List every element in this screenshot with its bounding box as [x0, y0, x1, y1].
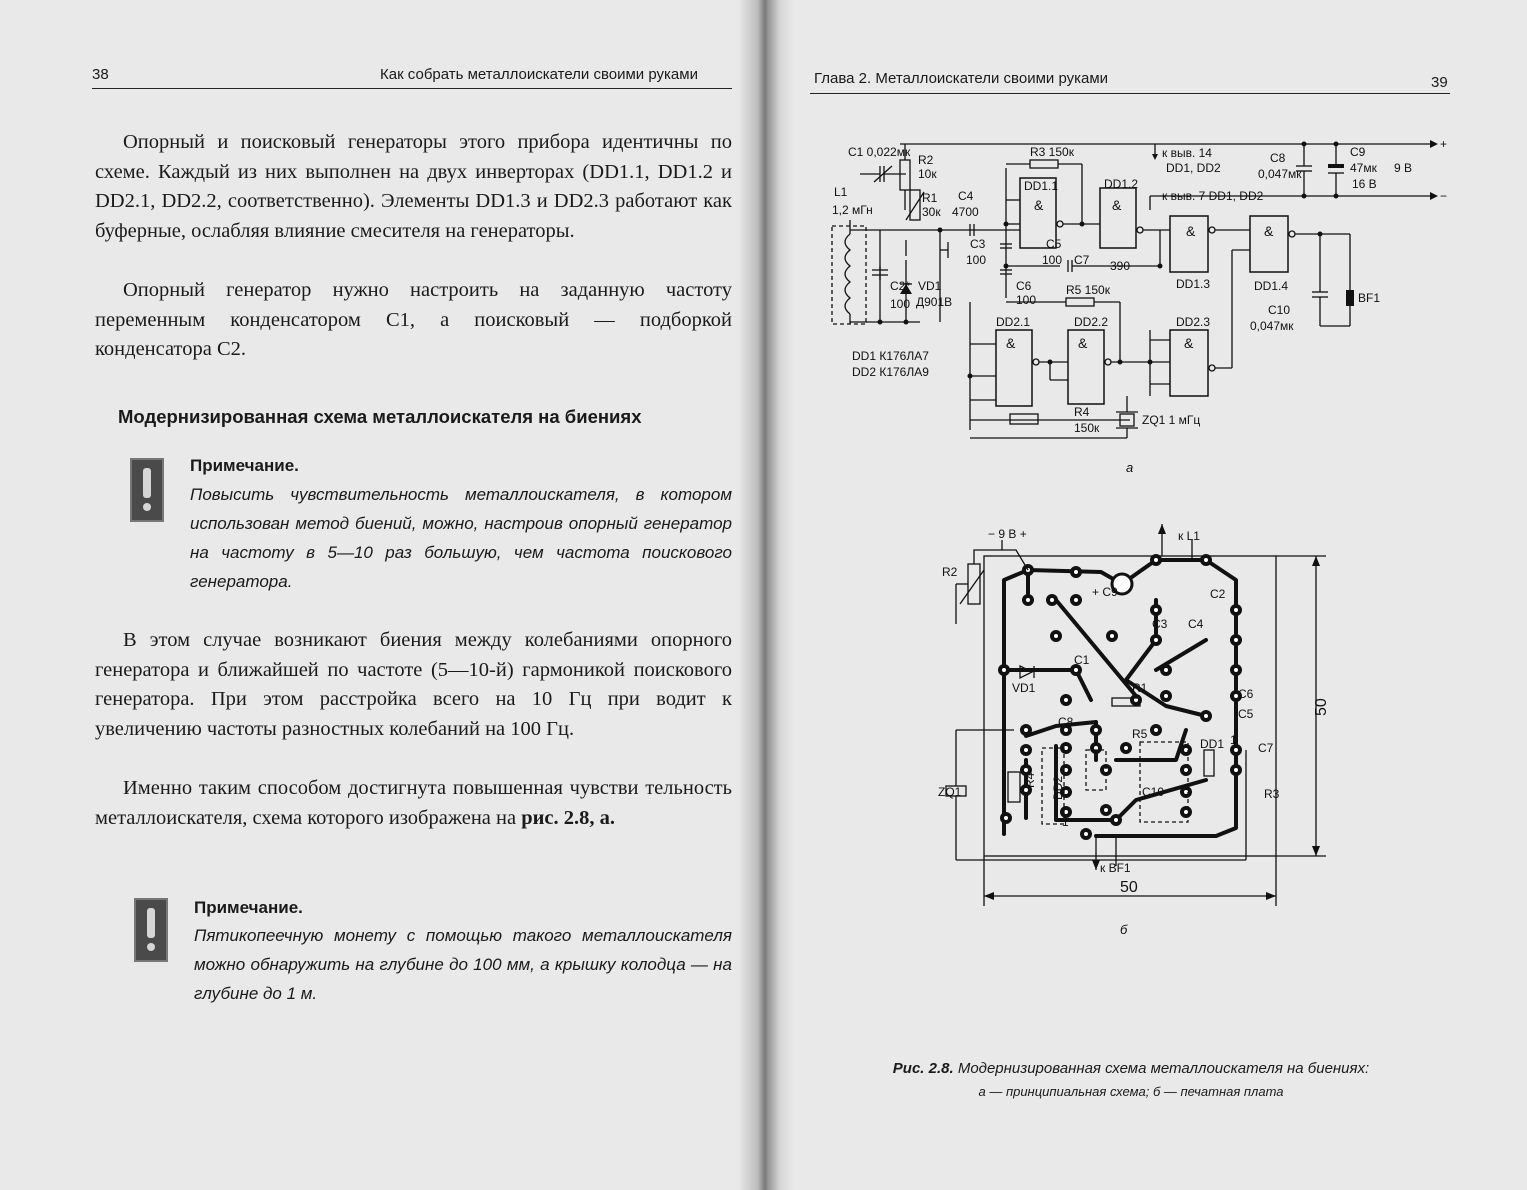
label-ic2: DD2 К176ЛА9 — [852, 365, 929, 379]
label-and: & — [1184, 335, 1194, 351]
label-c5: С5 — [1238, 707, 1254, 721]
label-r5: R5 150к — [1066, 283, 1110, 297]
note-text: Пятикопеечную монету с помощью такого металлоискателя можно обнаружить на глубине до 100 мм, а крышку колодца — на глубине до 1 м. — [194, 926, 732, 1003]
circuit-schematic — [820, 130, 1460, 475]
label-and: & — [1264, 223, 1274, 239]
label-dd1-dd2: DD1, DD2 — [1166, 161, 1221, 175]
label-dim-width: 50 — [1120, 879, 1138, 896]
label-c2: С2 — [1210, 587, 1226, 601]
plus-arrow — [1430, 140, 1438, 148]
caption-title: Модернизированная схема металлоискателя на биениях: — [957, 1060, 1370, 1077]
label-c1: С1 — [1074, 653, 1090, 667]
label-c5: С5 — [1046, 237, 1062, 251]
label-r4-value: 150к — [1074, 421, 1100, 435]
label-r3: R3 150к — [1030, 145, 1074, 159]
label-k7: к выв. 7 DD1, DD2 — [1162, 189, 1264, 203]
label-r4: R4 — [1023, 772, 1037, 788]
label-c9: С9 — [1350, 145, 1366, 159]
label-9v: − 9 В + — [988, 527, 1027, 541]
label-r2-value: 10к — [918, 167, 937, 181]
label-vd1: VD1 — [1012, 681, 1036, 695]
figure-subcaption: а — принципиальная схема; б — печатная плата — [978, 1084, 1284, 1099]
label-dim-height: 50 — [1313, 698, 1330, 716]
label-vd1: VD1 — [918, 279, 942, 293]
r4-body — [1008, 772, 1020, 802]
label-c7: С7 — [1258, 741, 1274, 755]
label-dd11: DD1.1 — [1024, 179, 1059, 193]
label-kbf1: к BF1 — [1100, 861, 1131, 875]
book-spine-gutter — [738, 0, 794, 1190]
schematic-sublabel: а — [1126, 460, 1134, 475]
bf1-body — [1346, 290, 1354, 306]
label-ic1: DD1 К176ЛА7 — [852, 349, 929, 363]
page-number: 38 — [92, 66, 109, 83]
pcb-sublabel: б — [1120, 922, 1128, 937]
l1-coil — [845, 234, 850, 314]
label-zq1: ZQ1 — [938, 785, 962, 799]
label-one: 1 — [1230, 733, 1237, 747]
label-9v: 9 В — [1394, 161, 1413, 175]
label-dd12: DD1.2 — [1104, 177, 1139, 191]
label-kl1: к L1 — [1178, 529, 1200, 543]
label-minus: − — [1440, 189, 1448, 203]
label-c5-value: 100 — [1042, 253, 1063, 267]
note-title: Примечание. — [190, 456, 299, 475]
page-number: 39 — [1431, 74, 1448, 91]
header-rule — [810, 93, 1450, 94]
note-title: Примечание. — [194, 898, 303, 917]
label-c9: + С9 — [1092, 585, 1118, 599]
label-r4: R4 — [1074, 405, 1090, 419]
label-dd14: DD1.4 — [1254, 279, 1289, 293]
running-head: Как собрать металлоискатели своими руками — [380, 66, 698, 83]
label-c7-value: 390 — [1110, 259, 1131, 273]
label-c10: С10 — [1142, 785, 1165, 799]
label-plus: + — [1440, 137, 1448, 151]
label-and: & — [1186, 223, 1196, 239]
label-r1-value: 30к — [922, 205, 941, 219]
r5-body — [1066, 298, 1094, 306]
paragraph-2: Опорный генератор нужно настроить на заданную частоту переменным конденсатором С1, а поисковый — подборкой конденсатора С2. — [95, 279, 732, 360]
label-c4-value: 4700 — [952, 205, 979, 219]
paragraph-4: Именно таким способом достигнута повышенная чувстви тельность металлоискателя, схема которого изображена на рис. 2.8, а. — [95, 777, 732, 829]
label-c6-value: 100 — [1016, 293, 1037, 307]
r2-body — [900, 160, 910, 190]
figure-reference: рис. 2.8, а. — [521, 806, 616, 829]
label-c2-value: 100 — [890, 297, 911, 311]
label-c10: С10 — [1268, 303, 1291, 317]
section-heading: Модернизированная схема металлоискателя на биениях — [118, 406, 642, 427]
warning-icon — [134, 898, 168, 962]
label-c9-value: 47мк — [1350, 161, 1377, 175]
label-c3: С3 — [970, 237, 986, 251]
label-c6: С6 — [1238, 687, 1254, 701]
label-c6: С6 — [1016, 279, 1032, 293]
header-rule — [92, 88, 732, 89]
label-c3: С3 — [1152, 617, 1168, 631]
label-zq1: ZQ1 1 мГц — [1142, 413, 1201, 427]
label-c7: С7 — [1074, 253, 1090, 267]
right-page — [766, 0, 1527, 1190]
note-text: Повысить чувствительность металлоискателя, в котором использован метод биений, можно, настроив опорный генератор на частоту в 5—10 раз большую, чем частота поискового генератора. — [190, 485, 732, 591]
minus-arrow — [1430, 192, 1438, 200]
label-dd13: DD1.3 — [1176, 277, 1211, 291]
r3-body — [1030, 160, 1058, 168]
paragraph-3: В этом случае возникают биения между колебаниями опорного генератора и ближайшей по частоте (5—10-й) гармоникой поискового генератора. При этом расстройка всего на 10 Гц при водит к увеличению частоты разностных колебаний на 100 Гц. — [95, 629, 732, 740]
label-c4: С4 — [1188, 617, 1204, 631]
label-one: 1 — [1062, 815, 1069, 829]
label-c8-value: 0,047мк — [1258, 167, 1302, 181]
label-c10-value: 0,047мк — [1250, 319, 1294, 333]
label-r2: R2 — [918, 153, 934, 167]
label-vd1-value: Д901В — [916, 295, 953, 309]
label-dd2: DD2 — [1051, 775, 1065, 800]
label-r1: R1 — [1132, 681, 1148, 695]
label-dd1: DD1 — [1200, 737, 1225, 751]
pcb-layout — [916, 520, 1336, 940]
label-c9-voltage: 16 В — [1352, 177, 1377, 191]
label-l1-value: 1,2 мГн — [832, 203, 873, 217]
label-k14: к выв. 14 — [1162, 146, 1212, 160]
r4-body — [1010, 414, 1038, 424]
label-and: & — [1112, 197, 1122, 213]
label-r1: R1 — [922, 191, 938, 205]
warning-icon — [130, 458, 164, 522]
label-dd22: DD2.2 — [1074, 315, 1109, 329]
label-dd21: DD2.1 — [996, 315, 1031, 329]
label-c8: С8 — [1058, 715, 1074, 729]
pcb-pads — [1000, 556, 1240, 838]
label-r5: R5 — [1132, 727, 1148, 741]
label-c2: С2* — [890, 279, 911, 293]
paragraph-1: Опорный и поисковый генераторы этого прибора идентичны по схеме. Каждый из них выполнен на двух инверторах (DD1.1, DD1.2 и DD2.1, DD2.2, соответственно). Элементы DD1.3 и DD2.3 работают как буферные, ослабляя влияние смесителя на генераторы. — [95, 131, 732, 242]
label-c4: С4 — [958, 189, 974, 203]
label-and: & — [1034, 197, 1044, 213]
figure-number: Рис. 2.8. — [892, 1060, 954, 1077]
label-r3: R3 — [1264, 787, 1280, 801]
figure-caption — [806, 1060, 1456, 1077]
label-and: & — [1006, 335, 1016, 351]
r3-body — [1204, 750, 1214, 776]
label-c1: С1 0,022мк — [848, 145, 911, 159]
label-and: & — [1078, 335, 1088, 351]
label-bf1: BF1 — [1358, 291, 1381, 305]
l1-frame — [832, 226, 866, 324]
label-r2: R2 — [942, 565, 958, 579]
label-c3-value: 100 — [966, 253, 987, 267]
label-c8: С8 — [1270, 151, 1286, 165]
label-l1: L1 — [834, 185, 848, 199]
running-head: Глава 2. Металлоискатели своими руками — [814, 70, 1109, 87]
label-dd23: DD2.3 — [1176, 315, 1211, 329]
